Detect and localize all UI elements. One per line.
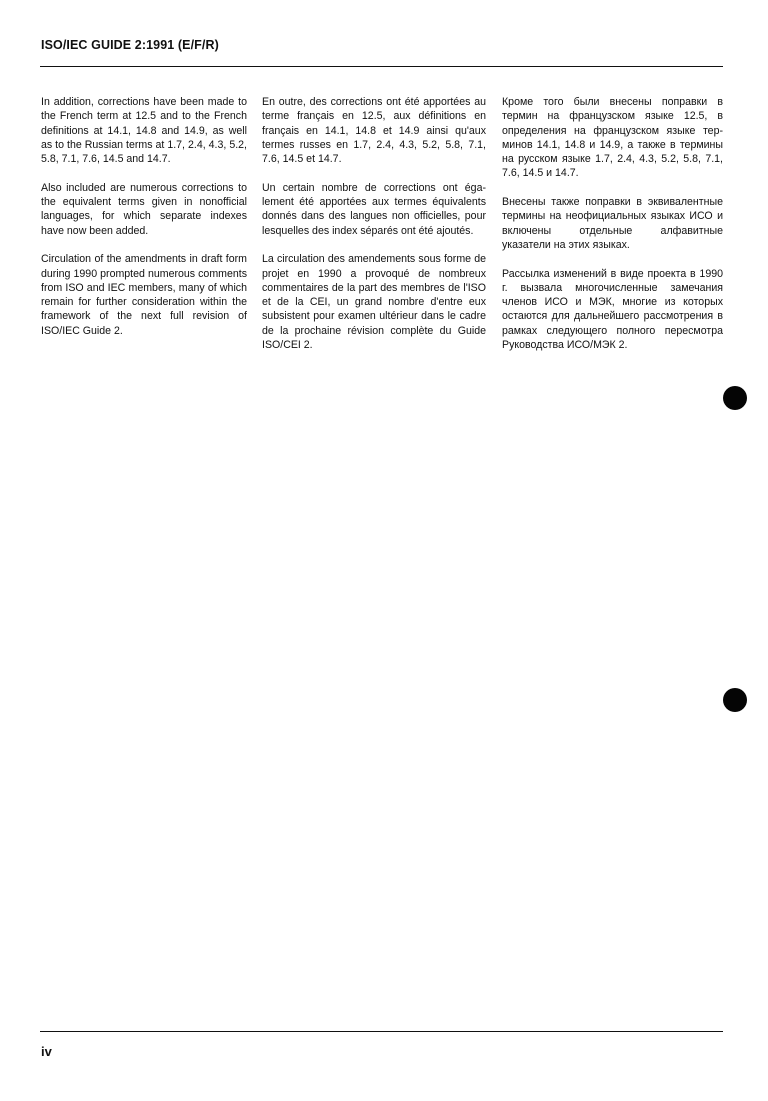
english-column: [41, 95, 247, 352]
french-paragraph: En outre, des corrections ont été apportées au terme français en 12.5, aux définitions en français en 14.1, 14.8 et 14.9 ainsi qu'aux termes russes en 1.7, 2.4, 4.3, 5.2, 5.8, 7.1, 7.6, 14.5 et 14.7.: [262, 96, 486, 166]
document-header: ISO/IEC GUIDE 2:1991 (E/F/R): [41, 38, 219, 52]
punch-hole-icon: [723, 688, 747, 712]
header-rule: [40, 66, 723, 67]
russian-paragraph: Кроме того были внесены поправки в термин на французском языке 12.5, в определения на французском языке терминов 14.1, 14.8 и 14.9, а также в термины на русском языке 1.7, 2.4, 4.3, 5.2, 5.8, 7.1, 7.6, 14.5 и 14.7.: [502, 96, 723, 180]
footer-rule: [40, 1031, 723, 1032]
punch-hole-icon: [723, 386, 747, 410]
russian-paragraph: Рассылка изменений в виде проекта в 1990 г. вызвала многочисленные замечания членов ИСО и МЭК, многие из которых остаются для дальнейшего рассмотрения в рамках следующего полного пересмотра Руководства ИСО/МЭК 2.: [502, 267, 723, 352]
russian-paragraph: Внесены также поправки в эквивалентные термины на неофициальных языках ИСО и включены отдельные алфавитные указатели на этих языках.: [502, 196, 723, 251]
english-paragraph: Also included are numerous corrections to the equivalent terms given in nonofficial languages, for which separate indexes have now been added.: [41, 181, 247, 237]
french-column: [262, 95, 486, 367]
french-paragraph: La circulation des amendements sous forme de projet en 1990 a provoqué de nombreux commentaires de la part des membres de l'ISO et de la CEI, un grand nombre d'entre eux subsistent pour examen ultérieur dans le cadre de la prochaine révision complète du Guide ISO/CEI 2.: [262, 253, 486, 352]
page-number: iv: [41, 1044, 52, 1059]
french-paragraph: Un certain nombre de corrections ont également été apportées aux termes équivalents donnés dans des langues non officielles, pour lesquelles des index séparés ont été ajoutés.: [262, 181, 486, 237]
english-paragraph: In addition, corrections have been made to the French term at 12.5 and to the French definitions at 14.1, 14.8 and 14.9, as well as to the Russian terms at 1.7, 2.4, 4.3, 5.2, 5.8, 7.1, 7.6, 14.5 and 14.7.: [41, 96, 247, 166]
english-paragraph: Circulation of the amendments in draft form during 1990 prompted numerous comments from ISO and IEC members, many of which remain for further consideration within the framework of the next full revision of ISO/IEC Guide 2.: [41, 253, 247, 337]
russian-column: [502, 95, 723, 367]
